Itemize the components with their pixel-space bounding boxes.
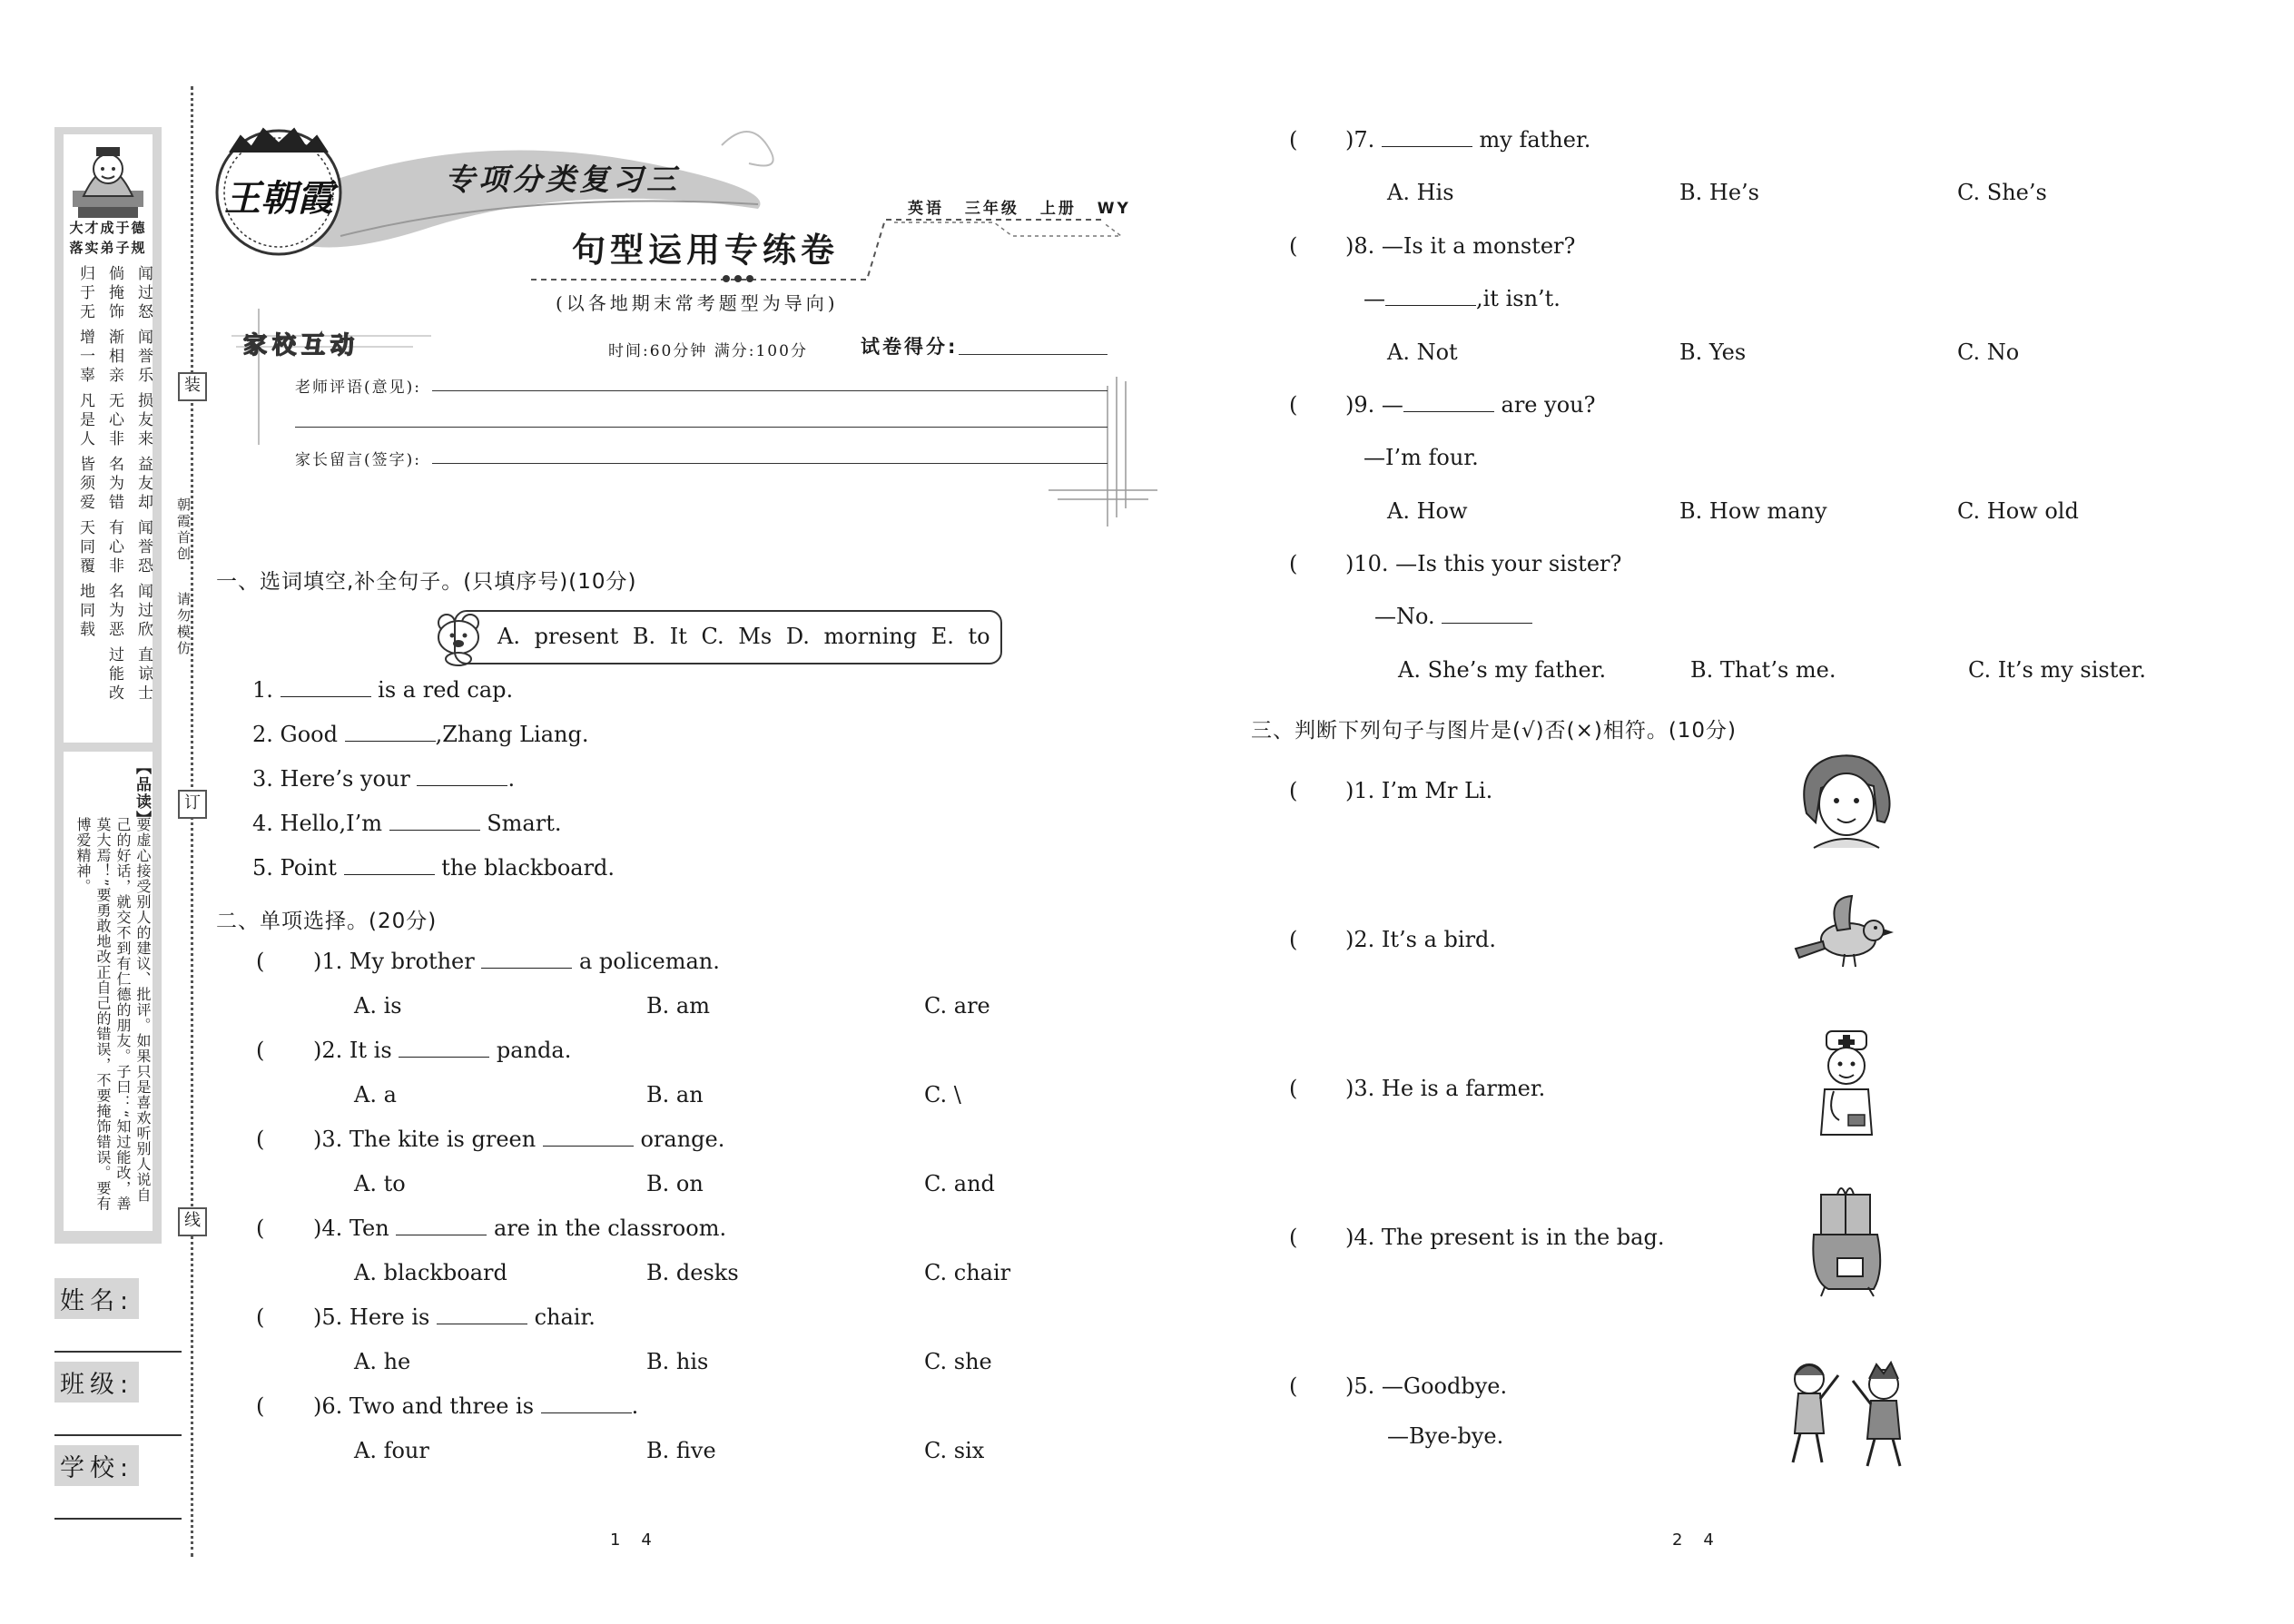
question-stem <box>313 1216 726 1241</box>
item-text-post: ,Zhang Liang. <box>435 722 589 747</box>
question-text-pre: )6. Two and three is <box>313 1393 541 1419</box>
option-c[interactable]: C. are <box>924 993 990 1019</box>
option-a[interactable]: A. His <box>1387 180 1454 205</box>
answer-blank[interactable] <box>399 1038 489 1058</box>
option-c[interactable]: C. How old <box>1957 498 2079 524</box>
question-line-2 <box>1364 445 1479 470</box>
time-score-info: 时间:60分钟 满分:100分 <box>608 342 808 360</box>
school-line[interactable] <box>54 1518 182 1520</box>
section-3-title: 三、判断下列句子与图片是(√)否(×)相符。(10分) <box>1251 719 1738 743</box>
school-label: 学校: <box>54 1445 139 1486</box>
question-line-2-pre: — <box>1364 286 1385 311</box>
fill-blank-item <box>252 677 513 703</box>
question-stem <box>313 949 720 974</box>
word-bank-text: A. present B. It C. Ms D. morning E. to <box>497 624 990 649</box>
answer-blank[interactable] <box>1403 393 1494 412</box>
bird-icon <box>1790 894 1899 976</box>
answer-bracket[interactable]: ( <box>1289 127 1298 153</box>
item-text-pre: 4. Hello,I’m <box>252 811 389 836</box>
binding-cut-line <box>191 86 193 1557</box>
option-b[interactable]: B. an <box>646 1082 704 1107</box>
option-a[interactable]: A. to <box>354 1171 406 1196</box>
reading-text: 要虚心接受别人的建议、批评。如果只是喜欢听别人说自己的好话，就交不到有仁德的朋友。子曰：“知过能改，善莫大焉！”要勇敢地改正自己的错误，不要掩饰错误。要有博爱精神。 <box>74 817 152 1212</box>
question-text-pre: )4. Ten <box>313 1216 397 1241</box>
answer-blank[interactable] <box>437 1305 527 1324</box>
question-text-post: orange. <box>633 1127 725 1152</box>
item-text-post: . <box>507 766 516 792</box>
item-text-pre: 2. Good <box>252 722 345 747</box>
logo-text: 王朝霞 <box>224 177 333 220</box>
answer-bracket[interactable]: ( <box>1289 1076 1298 1101</box>
poem-column: 皆须爱 <box>76 456 94 513</box>
judge-item-text: )3. He is a farmer. <box>1345 1076 1546 1101</box>
question-text-post: are in the classroom. <box>487 1216 727 1241</box>
poem-column: 凡是人 <box>76 392 94 449</box>
option-c[interactable]: C. \ <box>924 1082 961 1107</box>
poem-column: 渐相亲 <box>105 329 123 386</box>
teacher-comment-line-1[interactable] <box>432 390 1108 391</box>
score-field[interactable] <box>959 354 1108 355</box>
option-a[interactable]: A. Not <box>1387 340 1458 365</box>
school-field[interactable] <box>54 1445 182 1486</box>
answer-blank[interactable] <box>344 856 435 875</box>
poem-column: 益友却 <box>134 456 153 513</box>
option-b[interactable]: B. on <box>646 1171 704 1196</box>
answer-blank[interactable] <box>281 678 371 697</box>
option-a[interactable]: A. is <box>354 993 402 1019</box>
cut-mark-3: 线 <box>178 1207 207 1236</box>
option-c[interactable]: C. she <box>924 1349 992 1374</box>
woman-face-icon <box>1796 750 1895 850</box>
option-b[interactable]: B. That’s me. <box>1690 657 1836 683</box>
fill-blank-item <box>252 855 615 881</box>
question-text-pre: )1. My brother <box>313 949 482 974</box>
answer-blank[interactable] <box>541 1394 632 1413</box>
answer-blank[interactable] <box>1442 605 1532 624</box>
question-stem <box>313 1038 571 1063</box>
poem-column: 闻誉恐 <box>134 519 153 576</box>
answer-bracket[interactable]: ( <box>256 1216 265 1241</box>
answer-bracket[interactable]: ( <box>1289 1225 1298 1250</box>
score-label: 试卷得分: <box>861 336 959 358</box>
answer-bracket[interactable]: ( <box>1289 778 1298 803</box>
answer-bracket[interactable]: ( <box>256 1127 265 1152</box>
question-stem <box>1345 127 1590 153</box>
question-line-2 <box>1374 604 1532 629</box>
option-b[interactable]: B. desks <box>646 1260 739 1285</box>
name-line[interactable] <box>54 1351 182 1353</box>
section-2-title: 二、单项选择。(20分) <box>216 910 438 933</box>
poem-column: 增一辜 <box>76 329 94 386</box>
judge-item-text: )1. I’m Mr Li. <box>1345 778 1493 803</box>
question-text-pre: )2. It is <box>313 1038 399 1063</box>
class-line[interactable] <box>54 1434 182 1436</box>
poem-column: 名为恶 <box>105 583 123 640</box>
poem-column: 直谅士 <box>134 646 153 704</box>
question-stem <box>1345 233 1575 259</box>
reading-title: 【品读】 <box>133 759 151 828</box>
option-b[interactable]: B. He’s <box>1679 180 1759 205</box>
side-note-2: 请勿模仿 <box>175 592 192 657</box>
item-text-pre: 5. Point <box>252 855 344 881</box>
teacher-comment-line-2[interactable] <box>295 427 1108 428</box>
option-b[interactable]: B. five <box>646 1438 716 1463</box>
option-c[interactable]: C. She’s <box>1957 180 2047 205</box>
option-c[interactable]: C. six <box>924 1438 985 1463</box>
answer-blank[interactable] <box>389 812 480 831</box>
fill-blank-item <box>252 811 561 836</box>
option-a[interactable]: A. he <box>354 1349 411 1374</box>
question-stem <box>313 1393 638 1419</box>
answer-bracket[interactable]: ( <box>256 949 265 974</box>
poem-column: 天同覆 <box>76 519 94 576</box>
option-b[interactable]: B. am <box>646 993 710 1019</box>
answer-blank[interactable] <box>417 767 507 786</box>
home-school-label: 家校互动 <box>243 332 360 359</box>
motto-line-1: 大才成于德 <box>69 220 147 236</box>
item-text-post: Smart. <box>479 811 562 836</box>
item-text-pre: 1. <box>252 677 281 703</box>
cut-mark-1: 装 <box>178 372 207 401</box>
question-stem <box>313 1304 596 1330</box>
poem-column: 闻过欣 <box>134 583 153 640</box>
answer-bracket[interactable]: ( <box>256 1393 265 1419</box>
option-b[interactable]: B. his <box>646 1349 709 1374</box>
section-1-title: 一、选词填空,补全句子。(只填序号)(10分) <box>216 570 637 594</box>
option-a[interactable]: A. How <box>1387 498 1468 524</box>
question-line-2-pre: —No. <box>1374 604 1442 629</box>
option-b[interactable]: B. Yes <box>1679 340 1747 365</box>
series-title: 专项分类复习三 <box>445 162 680 197</box>
answer-bracket[interactable]: ( <box>1289 927 1298 952</box>
answer-blank[interactable] <box>1385 287 1476 306</box>
question-line-2 <box>1364 286 1561 311</box>
judge-item-text: )2. It’s a bird. <box>1345 927 1497 952</box>
question-stem <box>1345 551 1621 576</box>
answer-bracket[interactable]: ( <box>1289 392 1298 418</box>
motto-line-2: 落实弟子规 <box>69 240 147 256</box>
question-text-pre: )9. — <box>1345 392 1403 418</box>
parent-note-line[interactable] <box>432 463 1108 464</box>
question-text-pre: )5. Here is <box>313 1304 437 1330</box>
class-label: 班级: <box>54 1362 139 1403</box>
question-stem <box>1345 392 1595 418</box>
paper-subtitle: (以各地期末常考题型为导向) <box>556 292 839 314</box>
judge-item-text: )5. —Goodbye. <box>1345 1373 1508 1399</box>
page-number-right: 2 4 <box>1672 1530 1714 1550</box>
present-on-bag-icon <box>1801 1180 1892 1298</box>
question-text-pre: )7. <box>1345 127 1382 153</box>
side-note-1: 朝霞首创 <box>175 497 192 563</box>
question-line-2-post: ,it isn’t. <box>1476 286 1561 311</box>
answer-blank[interactable] <box>481 950 572 969</box>
question-text-pre: )8. —Is it a monster? <box>1345 233 1576 259</box>
brand-logo-icon <box>217 129 340 254</box>
question-line-2-text: —I’m four. <box>1364 445 1479 470</box>
parent-note-label: 家长留言(签字): <box>295 451 421 469</box>
answer-bracket[interactable]: ( <box>1289 233 1298 259</box>
poem-column: 无心非 <box>105 392 123 449</box>
answer-bracket[interactable]: ( <box>1289 551 1298 576</box>
poem-column: 倘掩饰 <box>105 265 123 322</box>
item-text-post: is a red cap. <box>370 677 514 703</box>
question-text-post: my father. <box>1472 127 1591 153</box>
answer-blank[interactable] <box>1382 128 1472 147</box>
option-c[interactable]: C. and <box>924 1171 995 1196</box>
question-text-post: panda. <box>489 1038 572 1063</box>
option-c[interactable]: C. It’s my sister. <box>1968 657 2147 683</box>
question-text-post: are you? <box>1493 392 1596 418</box>
doctor-icon <box>1807 1026 1888 1144</box>
option-a[interactable]: A. four <box>354 1438 429 1463</box>
option-a[interactable]: A. a <box>354 1082 397 1107</box>
item-text-pre: 3. Here’s your <box>252 766 418 792</box>
question-text-post: . <box>631 1393 639 1419</box>
answer-blank[interactable] <box>543 1127 634 1147</box>
answer-blank[interactable] <box>345 723 436 742</box>
option-b[interactable]: B. How many <box>1679 498 1827 524</box>
grade-tags: 英语 三年级 上册 WY <box>908 200 1131 218</box>
option-c[interactable]: C. No <box>1957 340 2020 365</box>
page-number-left: 1 4 <box>610 1530 652 1550</box>
poem-column: 地同载 <box>76 583 94 640</box>
poem-column: 过能改 <box>105 646 123 704</box>
question-text-post: chair. <box>527 1304 596 1330</box>
name-label: 姓名: <box>54 1278 139 1319</box>
mascot-motto <box>58 218 158 258</box>
poem-column: 名为错 <box>105 456 123 513</box>
header-decoration <box>195 109 1167 536</box>
question-text-post: a policeman. <box>572 949 720 974</box>
answer-blank[interactable] <box>396 1216 487 1235</box>
class-field[interactable] <box>54 1362 182 1403</box>
name-field[interactable] <box>54 1278 182 1319</box>
cut-mark-2: 订 <box>178 790 207 819</box>
poem-column: 闻过怒 <box>134 265 153 322</box>
question-text-pre: )10. —Is this your sister? <box>1345 551 1622 576</box>
answer-bracket[interactable]: ( <box>1289 1373 1298 1399</box>
question-stem <box>313 1127 724 1152</box>
answer-bracket[interactable]: ( <box>256 1038 265 1063</box>
item-text-post: the blackboard. <box>434 855 615 881</box>
judge-item-text: )4. The present is in the bag. <box>1345 1225 1665 1250</box>
two-kids-waving-icon <box>1775 1348 1929 1475</box>
poem-column: 闻誉乐 <box>134 329 153 386</box>
question-text-pre: )3. The kite is green <box>313 1127 543 1152</box>
answer-bracket[interactable]: ( <box>256 1304 265 1330</box>
option-a[interactable]: A. blackboard <box>354 1260 507 1285</box>
option-a[interactable]: A. She’s my father. <box>1398 657 1607 683</box>
option-c[interactable]: C. chair <box>924 1260 1011 1285</box>
fill-blank-item <box>252 722 588 747</box>
poem-column: 损友来 <box>134 392 153 449</box>
teacher-comment-label: 老师评语(意见): <box>295 379 421 397</box>
paper-title: 句型运用专练卷 <box>572 230 839 270</box>
poem-column: 有心非 <box>105 519 123 576</box>
poem-column: 归于无 <box>76 265 94 322</box>
judge-item-line-2: —Bye-bye. <box>1387 1423 1504 1449</box>
fill-blank-item <box>252 766 515 792</box>
